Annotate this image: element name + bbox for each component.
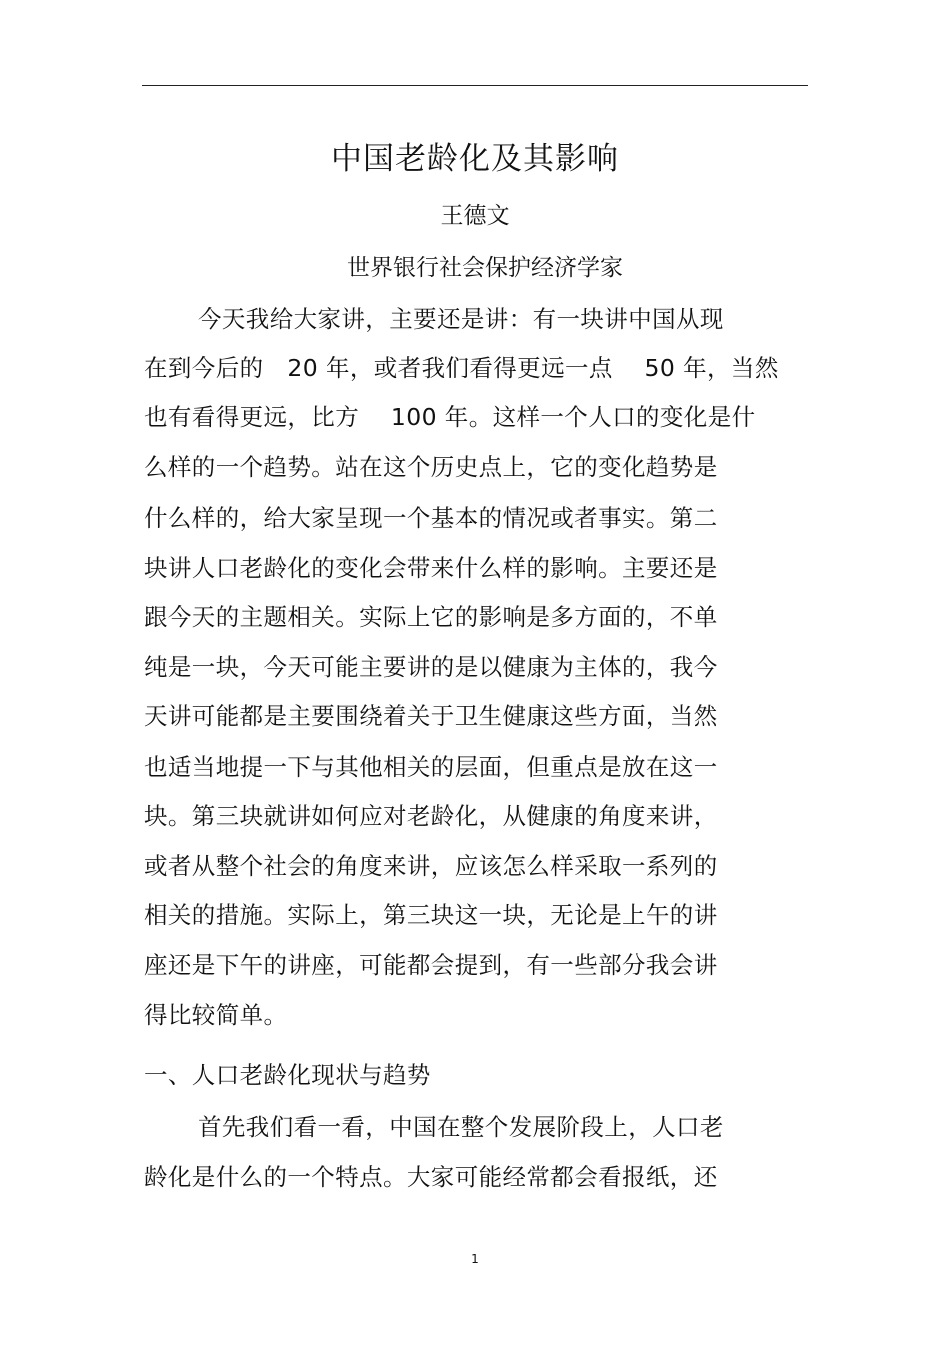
paragraph-line: 天讲可能都是主要围绕着关于卫生健康这些方面，当然: [144, 702, 718, 730]
author-affiliation: 世界银行社会保护经济学家: [347, 255, 623, 281]
document-title: 中国老龄化及其影响: [331, 141, 619, 177]
paragraph-line: 今天我给大家讲，主要还是讲：有一块讲中国从现: [198, 305, 724, 333]
paragraph-line: 或者从整个社会的角度来讲，应该怎么样采取一系列的: [144, 852, 718, 880]
paragraph-line: 什么样的，给大家呈现一个基本的情况或者事实。第二: [144, 504, 718, 532]
paragraph-line: 纯是一块，今天可能主要讲的是以健康为主体的，我今: [144, 653, 718, 681]
paragraph-line: 相关的措施。实际上，第三块这一块，无论是上午的讲: [144, 901, 718, 929]
paragraph-line: 么样的一个趋势。站在这个历史点上，它的变化趋势是: [144, 453, 718, 481]
header-rule: [142, 85, 808, 86]
author-name: 王德文: [440, 203, 510, 229]
paragraph-line: 得比较简单。: [144, 1001, 288, 1029]
paragraph-line: 也适当地提一下与其他相关的层面，但重点是放在这一: [144, 753, 718, 781]
section-heading: 一、人口老龄化现状与趋势: [144, 1061, 431, 1089]
paragraph-line: 跟今天的主题相关。实际上它的影响是多方面的，不单: [144, 603, 718, 631]
paragraph-line: 座还是下午的讲座，可能都会提到，有一些部分我会讲: [144, 951, 718, 979]
paragraph-line: 块讲人口老龄化的变化会带来什么样的影响。主要还是: [144, 554, 718, 582]
paragraph-line: 首先我们看一看，中国在整个发展阶段上，人口老: [198, 1113, 724, 1141]
page-number: 1: [471, 1252, 479, 1266]
paragraph-line: 在到今后的 20 年，或者我们看得更远一点 50 年，当然: [144, 354, 779, 382]
paragraph-line: 也有看得更远，比方 100 年。这样一个人口的变化是什: [144, 403, 756, 431]
paragraph-line: 龄化是什么的一个特点。大家可能经常都会看报纸，还: [144, 1163, 718, 1191]
paragraph-line: 块。第三块就讲如何应对老龄化，从健康的角度来讲，: [144, 802, 718, 830]
